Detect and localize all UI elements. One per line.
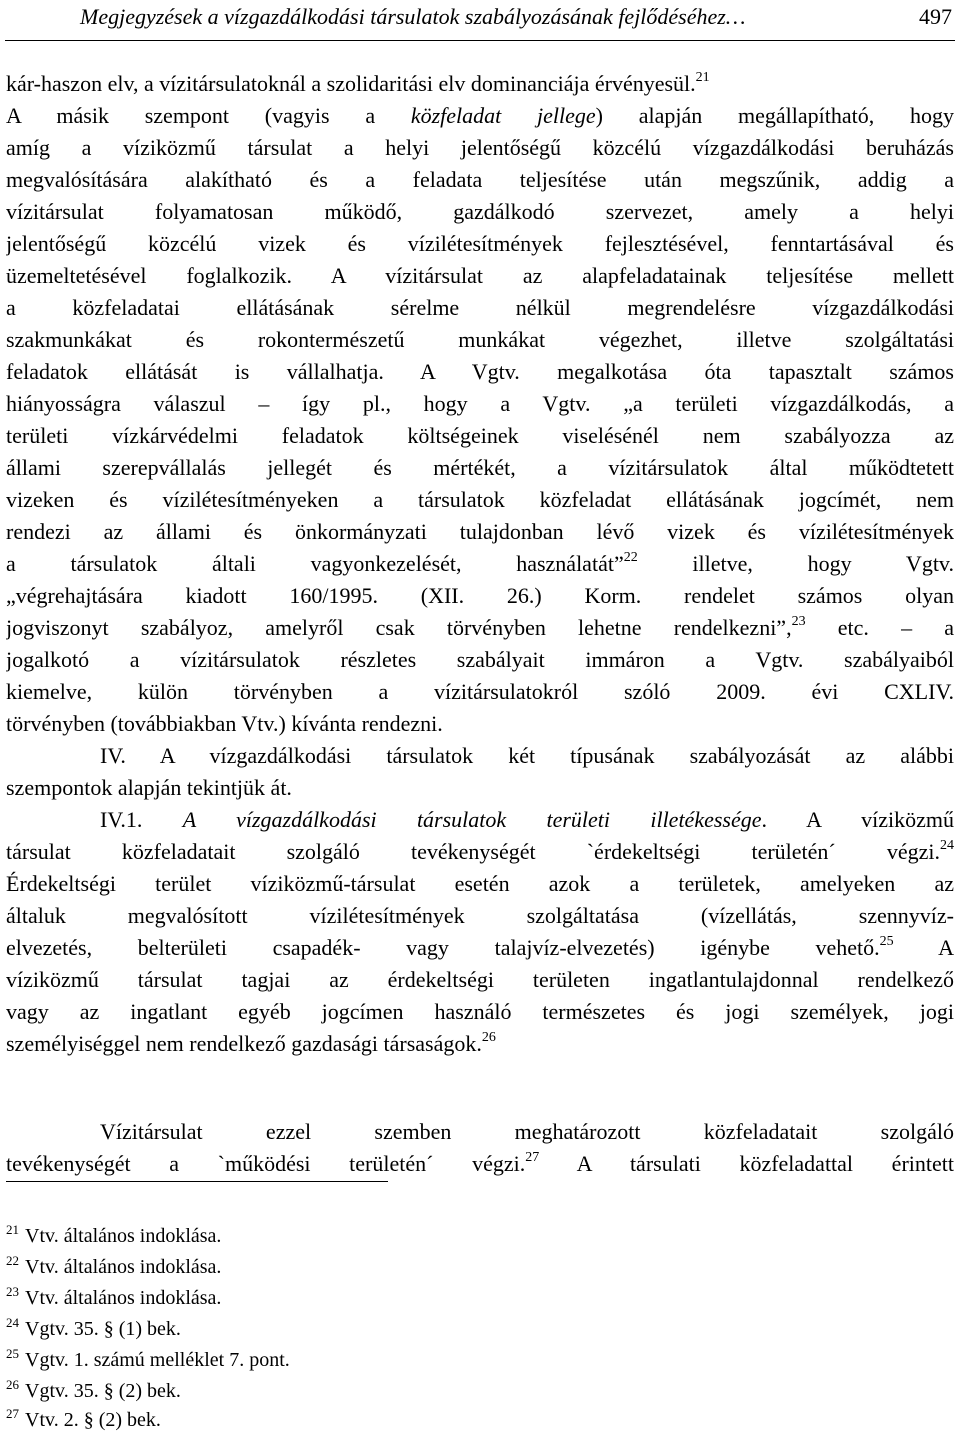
- footnote-ref: 21: [695, 70, 710, 85]
- text-line: vízitársulat folyamatosan működő, gazdálkodó szervezet, amely a helyi: [6, 199, 954, 224]
- section-heading: IV.1. A vízgazdálkodási társulatok területi illetékessége. A víziközmű: [100, 807, 954, 832]
- footnote-ref: 25: [879, 934, 894, 949]
- text-line: területi vízkárvédelmi feladatok költségeinek viselésénél nem szabályozza az: [6, 423, 954, 448]
- text-line: általuk megvalósított vízilétesítmények szolgáltatása (vízellátás, szennyvíz-: [6, 903, 954, 928]
- text-line: jogalkotó a vízitársulatok részletes szabályait immáron a Vgtv. szabályaiból: [6, 647, 954, 672]
- text-line: amíg a víziközmű társulat a helyi jelentőségű közcélú vízgazdálkodási beruházás: [6, 135, 954, 160]
- text-line: rendezi az állami és önkormányzati tulajdonban lévő vizek és vízilétesítmények: [6, 519, 954, 544]
- text-line: személyiséggel nem rendelkező gazdasági társaságok.$^{26}$: [6, 1030, 496, 1056]
- text-line: szakmunkákat és rokontermészetű munkákat végezhet, illetve szolgáltatási: [6, 327, 954, 352]
- footnote-number: 23: [6, 1284, 19, 1299]
- text-line: törvényben (továbbiakban Vtv.) kívánta rendezni.: [6, 711, 443, 736]
- footnote: $^{24}$ Vgtv. 35. § (1) bek.: [6, 1315, 181, 1340]
- footnote-ref: 24: [940, 838, 954, 853]
- text-line: Érdekeltségi terület víziközmű-társulat esetén azok a területek, amelyeken az: [6, 871, 954, 896]
- text-line: IV. A vízgazdálkodási társulatok két típusának szabályozását az alábbi: [100, 743, 954, 768]
- running-header: [0, 0, 960, 44]
- footnote-ref: 26: [481, 1030, 496, 1045]
- footnote: $^{25}$ Vgtv. 1. számú melléklet 7. pont.: [6, 1346, 290, 1371]
- text-line: vagy az ingatlant egyéb jogcímen használó természetes és jogi személyek, jogi: [6, 999, 954, 1024]
- text-line: hiányosságra válaszul – így pl., hogy a Vgtv. „a területi vízgazdálkodás, a: [6, 391, 954, 416]
- text-line: A másik szempont (vagyis a közfeladat jellege) alapján megállapítható, hogy: [6, 103, 954, 128]
- text-line: üzemeltetésével foglalkozik. A vízitársulat az alapfeladatainak teljesítése mellett: [6, 263, 954, 288]
- footnote-ref: 23: [791, 614, 806, 629]
- footnote: $^{22}$ Vtv. általános indoklása.: [6, 1253, 222, 1278]
- footnote: $^{27}$ Vtv. 2. § (2) bek.: [6, 1406, 161, 1431]
- footnote-number: 25: [6, 1346, 19, 1361]
- text-line: tevékenységét a `működési területén´ végzi.$^{27}$ A társulati közfeladattal érintett: [6, 1150, 954, 1176]
- text-line: kiemelve, külön törvényben a vízitársulatokról szóló 2009. évi CXLIV.: [6, 679, 954, 704]
- footnote-ref: 27: [525, 1150, 540, 1165]
- text-line: víziközmű társulat tagjai az érdekeltségi területen ingatlantulajdonnal rendelkező: [6, 967, 954, 992]
- text-line: vizeken és vízilétesítményeken a társulatok közfeladat ellátásának jogcímét, nem: [6, 487, 954, 512]
- footnote: $^{21}$ Vtv. általános indoklása.: [6, 1222, 222, 1247]
- text-line: megvalósítására alakítható és a feladata teljesítése után megszűnik, addig a: [6, 167, 954, 192]
- footnote-number: 27: [6, 1406, 19, 1421]
- footnote: $^{26}$ Vgtv. 35. § (2) bek.: [6, 1377, 181, 1402]
- text-line: kár-haszon elv, a vízitársulatoknál a szolidaritási elv dominanciája érvényesül.$^{21}$: [6, 70, 710, 96]
- text-line: állami szerepvállalás jellegét és mértékét, a vízitársulatok által működtetett: [6, 455, 954, 480]
- text-line: Vízitársulat ezzel szemben meghatározott közfeladatait szolgáló: [100, 1119, 954, 1144]
- text-line: társulat közfeladatait szolgáló tevékenységét `érdekeltségi területén´ végzi.$^{24}$: [6, 838, 954, 864]
- text-line: feladatok ellátását is vállalhatja. A Vgtv. megalkotása óta tapasztalt számos: [6, 359, 954, 384]
- footnote-ref: 22: [623, 550, 638, 565]
- header-rule: [5, 40, 955, 41]
- text-line: jelentőségű közcélú vizek és vízilétesítmények fejlesztésével, fenntartásával és: [6, 231, 954, 256]
- text-line: a társulatok általi vagyonkezelését, használatát”$^{22}$ illetve, hogy Vgtv.: [6, 550, 954, 576]
- text-line: jogviszonyt szabályoz, amelyről csak törvényben lehetne rendelkezni”,$^{23}$ etc. – a: [6, 614, 954, 640]
- text-line: szempontok alapján tekintjük át.: [6, 775, 292, 800]
- footnote-number: 24: [6, 1315, 19, 1330]
- header-title: Megjegyzések a vízgazdálkodási társulatok szabályozásának fejlődéséhez…: [80, 4, 746, 29]
- text-line: elvezetés, belterületi csapadék- vagy talajvíz-elvezetés) igénybe vehető.$^{25}$ A: [6, 934, 954, 960]
- footnote-number: 21: [6, 1222, 19, 1237]
- text-line: „végrehajtására kiadott 160/1995. (XII. 26.) Korm. rendelet számos olyan: [6, 583, 954, 608]
- footnote: $^{23}$ Vtv. általános indoklása.: [6, 1284, 222, 1309]
- footnote-separator: [6, 1181, 388, 1182]
- footnote-number: 26: [6, 1377, 19, 1392]
- page-number: 497: [919, 4, 952, 29]
- footnote-number: 22: [6, 1253, 19, 1268]
- text-line: a közfeladatai ellátásának sérelme nélkül megrendelésre vízgazdálkodási: [6, 295, 954, 320]
